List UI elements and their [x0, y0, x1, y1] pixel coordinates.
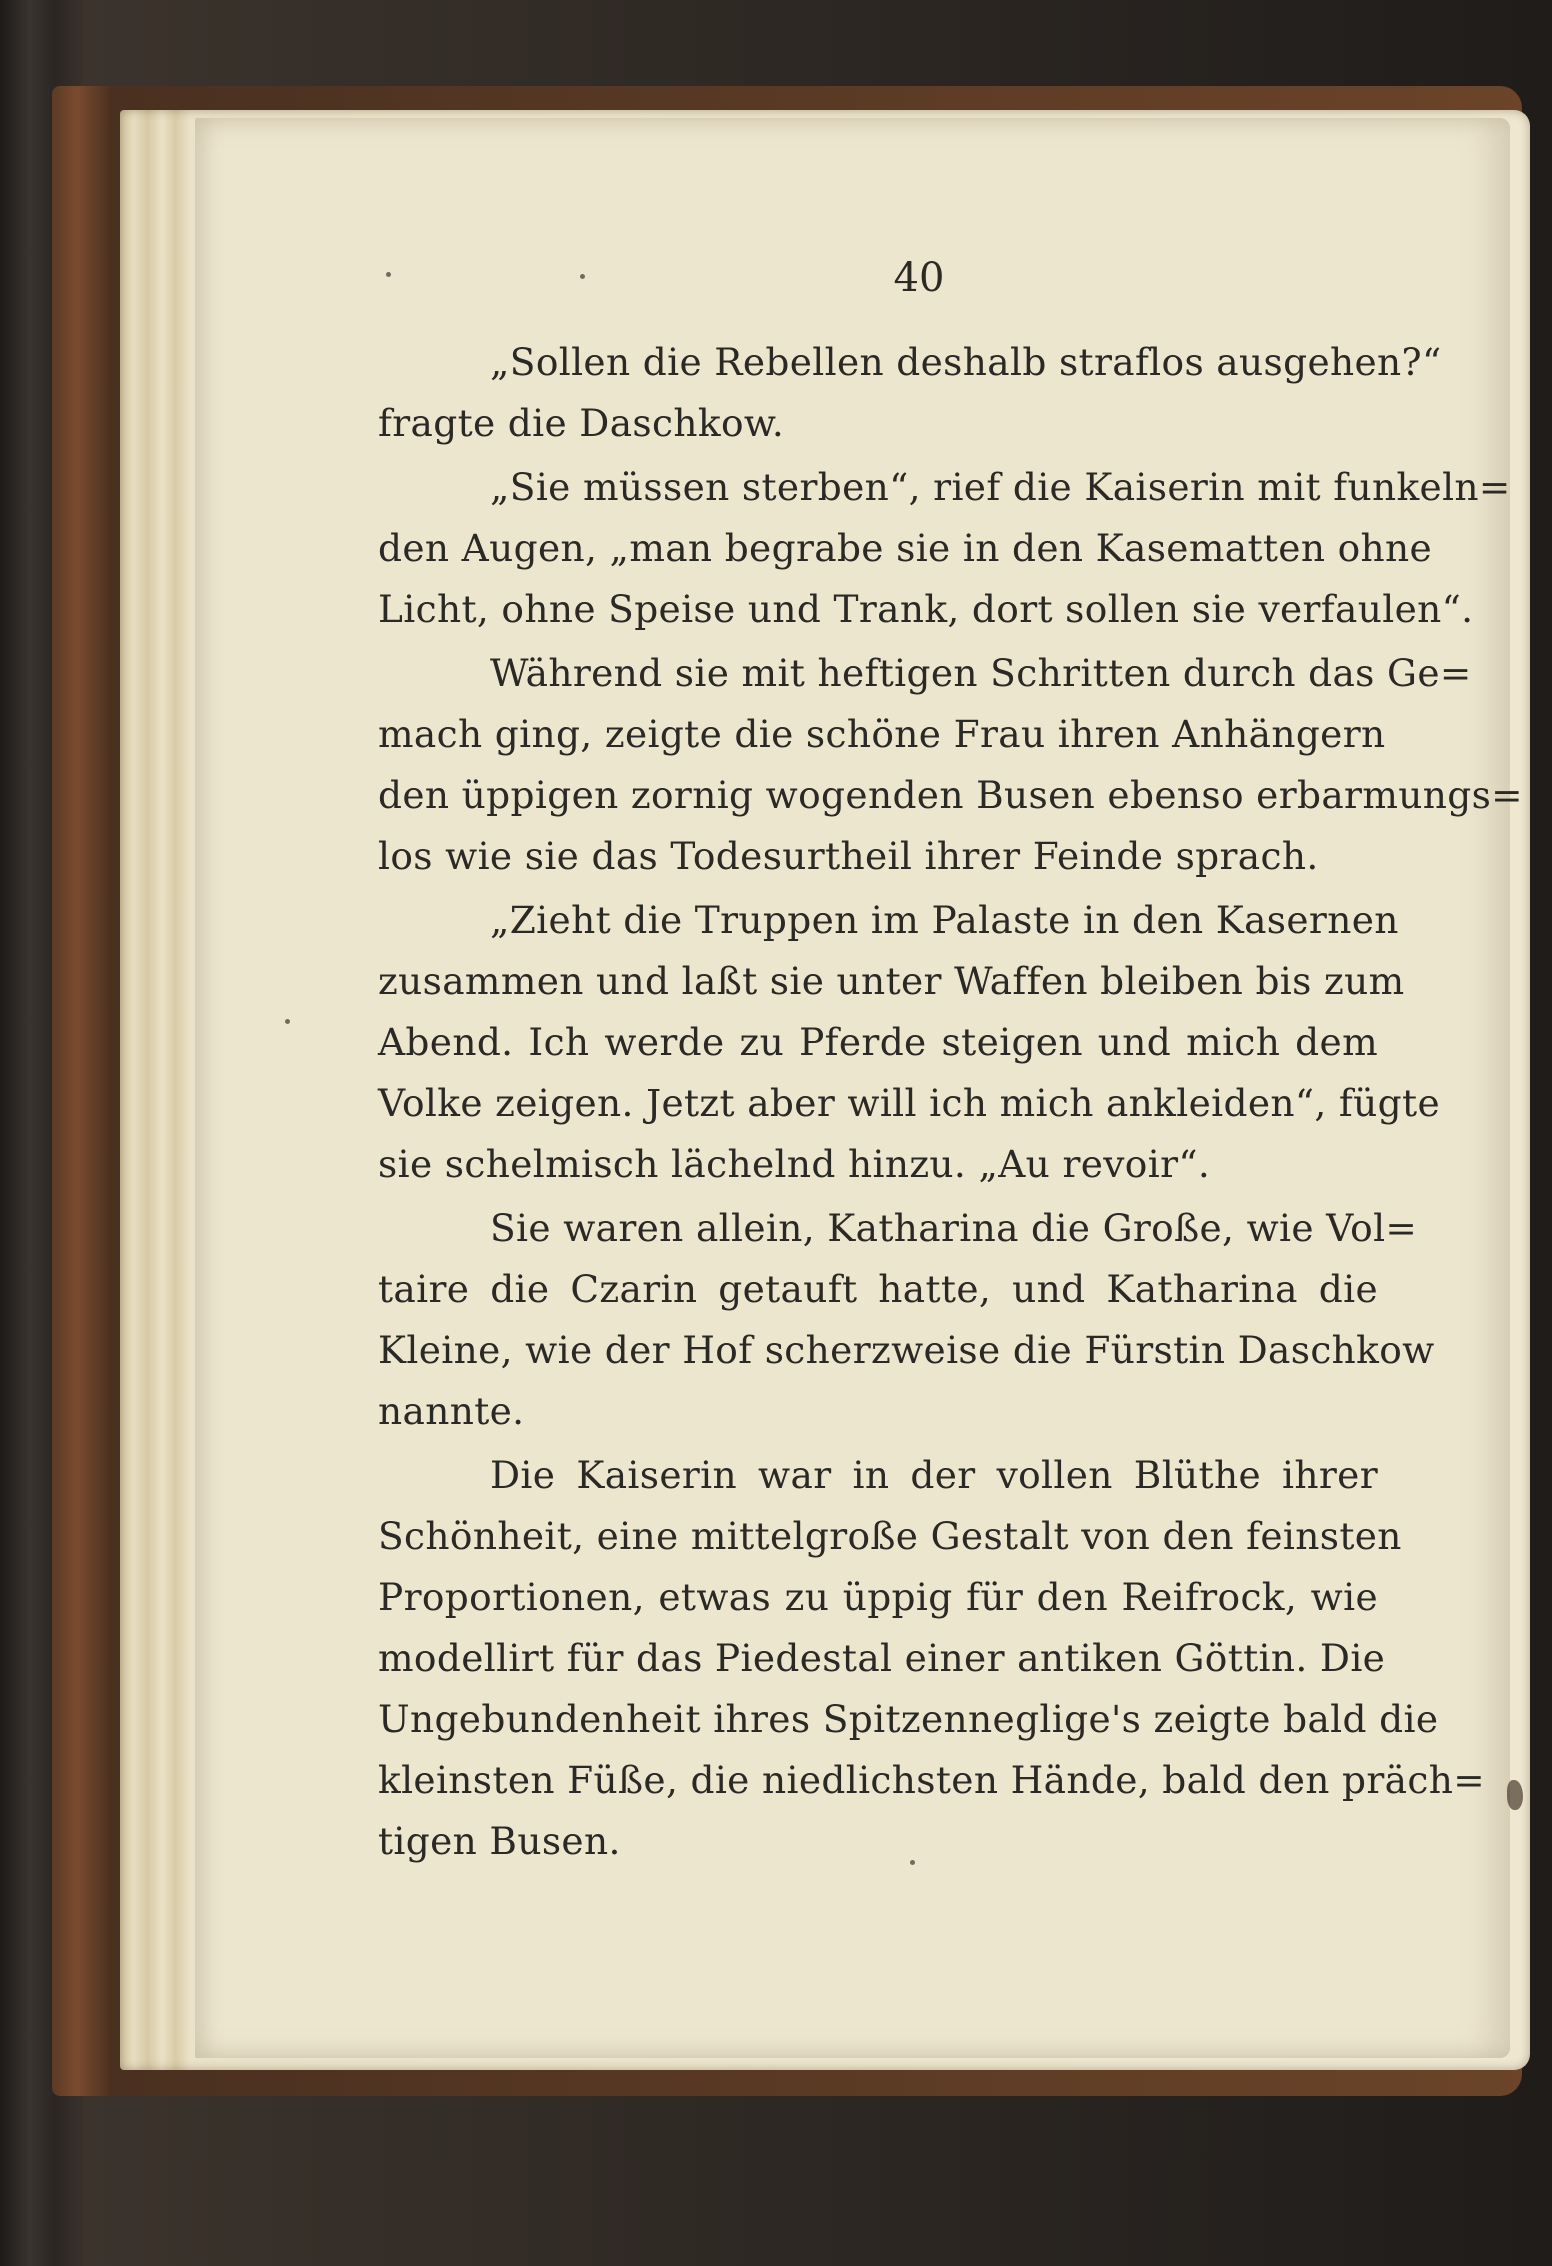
text-line: „Sie müssen sterben“, rief die Kaiserin mit funkeln=: [490, 465, 1511, 509]
text-line: zusammen und laßt sie unter Waffen bleiben bis zum: [378, 959, 1405, 1003]
paragraph: [378, 643, 1523, 887]
text-line: kleinsten Füße, die niedlichsten Hände, bald den präch=: [378, 1758, 1485, 1802]
text-line: Abend. Ich werde zu Pferde steigen und mich dem: [378, 1020, 1378, 1064]
text-line: „Zieht die Truppen im Palaste in den Kasernen: [490, 898, 1399, 942]
text-line: Sie waren allein, Katharina die Große, wie Vol=: [490, 1206, 1418, 1250]
text-line: Proportionen, etwas zu üppig für den Reifrock, wie: [378, 1575, 1378, 1619]
text-line: Licht, ohne Speise und Trank, dort sollen sie verfaulen“.: [378, 587, 1474, 631]
text-line: taire die Czarin getauft hatte, und Katharina die: [378, 1267, 1378, 1311]
text-line: Kleine, wie der Hof scherzweise die Fürstin Daschkow: [378, 1328, 1435, 1372]
text-line: tigen Busen.: [378, 1819, 621, 1863]
text-line: fragte die Daschkow.: [378, 401, 785, 445]
paragraph: [378, 332, 1442, 454]
page-text: [378, 332, 1523, 1875]
print-speck: [386, 272, 391, 277]
page-number: 40: [893, 255, 945, 301]
text-line: Ungebundenheit ihres Spitzenneglige's zeigte bald die: [378, 1697, 1439, 1741]
text-line: den üppigen zornig wogenden Busen ebenso erbarmungs=: [378, 773, 1523, 817]
text-line: „Sollen die Rebellen deshalb straflos ausgehen?“: [490, 340, 1442, 384]
print-speck: [580, 274, 585, 279]
text-line: nannte.: [378, 1389, 525, 1433]
text-line: Die Kaiserin war in der vollen Blüthe ihrer: [490, 1453, 1378, 1497]
text-line: den Augen, „man begrabe sie in den Kasematten ohne: [378, 526, 1433, 570]
page-edge-mark: [1507, 1780, 1523, 1810]
paragraph: [378, 457, 1511, 640]
paragraph: [378, 890, 1440, 1195]
text-line: los wie sie das Todesurtheil ihrer Feinde sprach.: [378, 834, 1319, 878]
paragraph: [378, 1198, 1435, 1442]
paragraph: [378, 1445, 1485, 1872]
text-line: Volke zeigen. Jetzt aber will ich mich ankleiden“, fügte: [378, 1081, 1440, 1125]
text-line: Während sie mit heftigen Schritten durch das Ge=: [490, 651, 1472, 695]
text-line: sie schelmisch lächelnd hinzu. „Au revoir“.: [378, 1142, 1211, 1186]
text-line: mach ging, zeigte die schöne Frau ihren Anhängern: [378, 712, 1386, 756]
text-line: modellirt für das Piedestal einer antiken Göttin. Die: [378, 1636, 1386, 1680]
text-line: Schönheit, eine mittelgroße Gestalt von den feinsten: [378, 1514, 1402, 1558]
print-speck: [285, 1019, 290, 1024]
